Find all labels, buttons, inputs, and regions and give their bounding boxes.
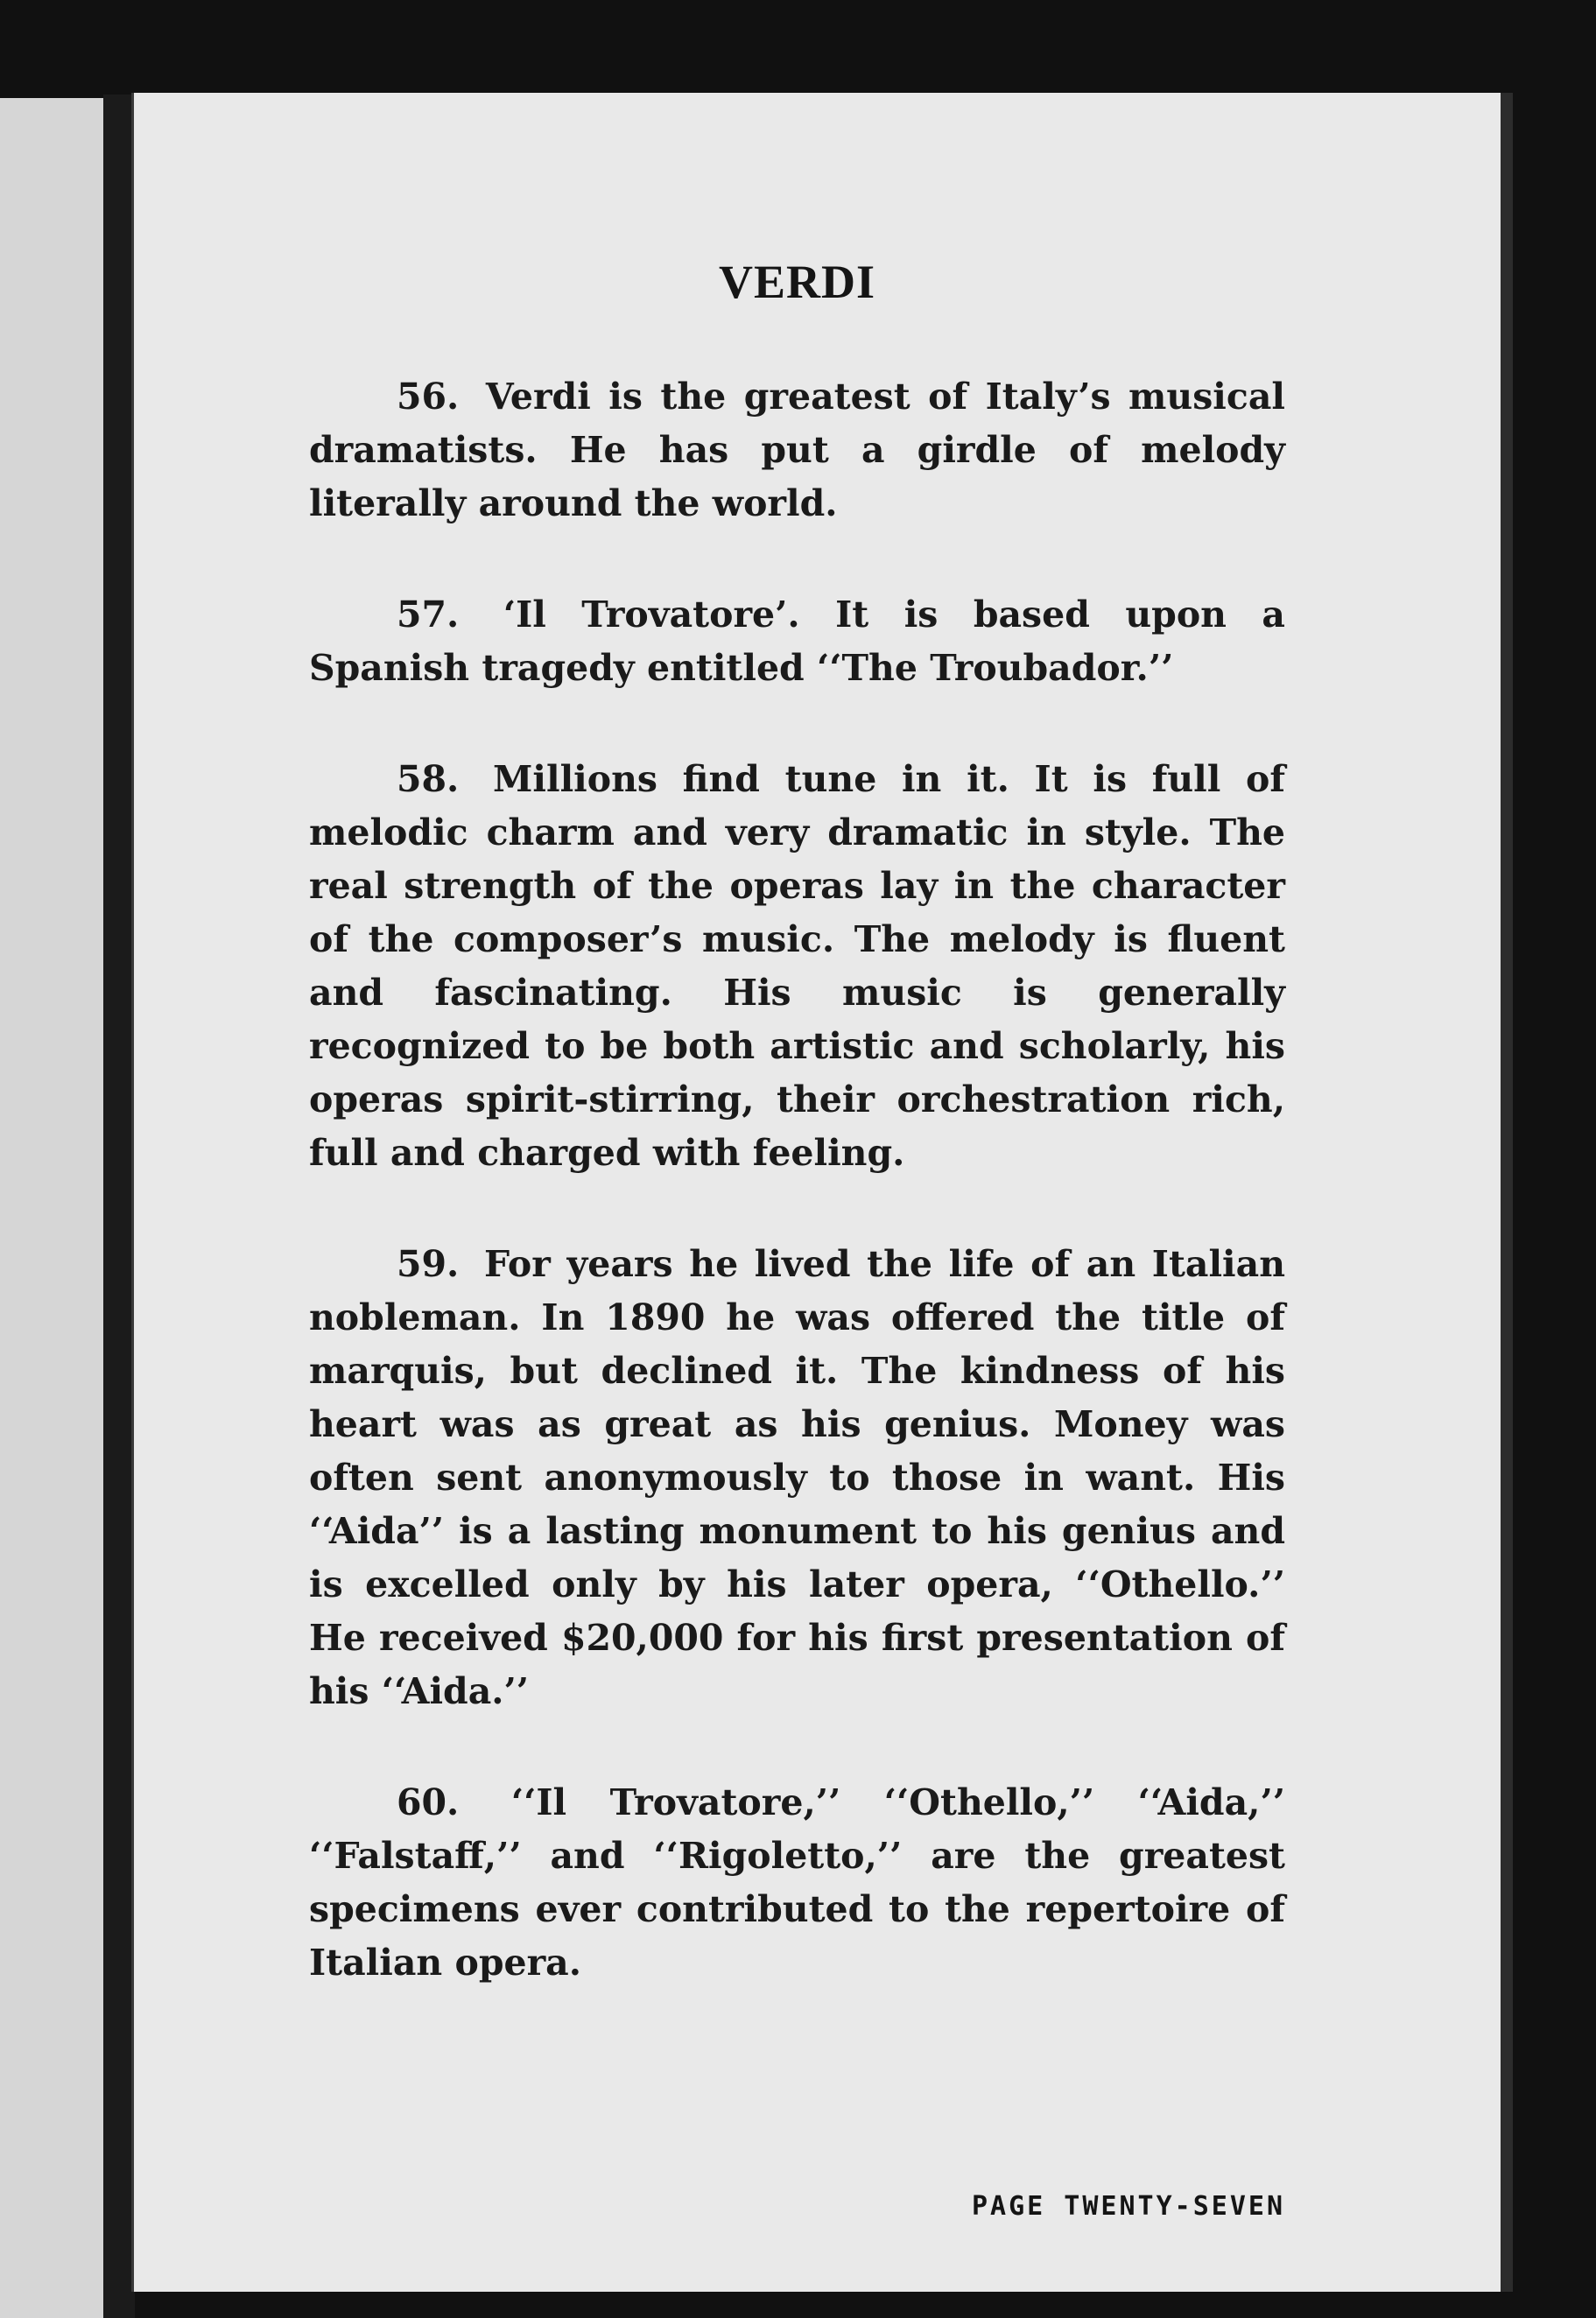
page-title: VERDI: [718, 256, 876, 308]
paragraph-text: Verdi is the greatest of Italy’s musical dramatists. He has put a girdle of melody literally around the world.: [309, 376, 1285, 524]
page-number-footer: PAGE TWENTY-SEVEN: [971, 2191, 1285, 2222]
page-content: [309, 255, 1286, 2222]
paragraph-text: ‘Il Trovatore’. It is based upon a Spanish tragedy entitled ‘‘The Troubador.’’: [309, 594, 1285, 689]
paragraph-text: ‘‘Il Trovatore,’’ ‘‘Othello,’’ ‘‘Aida,’’ ‘‘Falstaff,’’ and ‘‘Rigoletto,’’ are the greatest specimens ever contributed to the repertoire of Italian opera.: [309, 1781, 1285, 1984]
book-page: [131, 93, 1513, 2292]
paragraph-58: [309, 753, 1285, 1180]
paragraph-text: Millions find tune in it. It is full of melodic charm and very dramatic in style. The real strength of the operas lay in the character of the composer’s music. The melody is fluent and fascinating. His music is generally recognized to be both artistic and scholarly, his operas spirit-stirring, their orchestration rich, full and charged with feeling.: [309, 758, 1285, 1174]
facing-page-edge: [0, 98, 107, 2318]
paragraph-59: [309, 1238, 1285, 1718]
paragraph-text: For years he lived the life of an Italian nobleman. In 1890 he was offered the title of marquis, but declined it. The kindness of his heart was as great as his genius. Money was often sent anonymously to those in want. His ‘‘Aida’’ is a lasting monument to his genius and is excelled only by his later opera, ‘‘Othello.’’ He received $20,000 for his first presentation of his ‘‘Aida.’’: [309, 1243, 1286, 1712]
paragraph-number: 56.: [397, 376, 460, 418]
paragraph-number: 60.: [397, 1781, 460, 1823]
paragraph-57: [309, 588, 1285, 695]
book-gutter: [103, 95, 135, 2318]
paragraph-56: [309, 370, 1285, 530]
paragraph-60: [309, 1776, 1285, 1990]
paragraph-number: 58.: [397, 758, 460, 800]
paragraph-number: 59.: [397, 1243, 460, 1285]
paragraph-number: 57.: [397, 594, 460, 636]
